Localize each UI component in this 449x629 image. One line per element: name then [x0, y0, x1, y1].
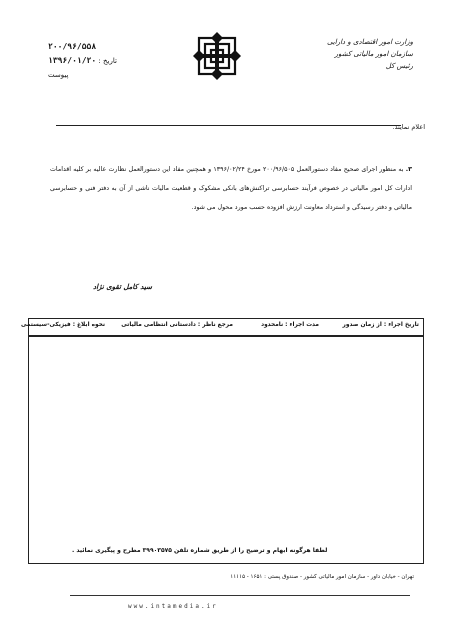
execution-duration: مدت اجراء : نامحدود: [261, 322, 319, 328]
ministry-line-2: سازمان امور مالیاتی کشور: [334, 50, 413, 58]
letter-number: ۲۰۰/۹۶/۵۵۸: [48, 42, 97, 51]
paragraph-number: ۳.: [405, 166, 412, 173]
date-label: تاریخ :: [98, 57, 117, 65]
top-divider: [56, 125, 401, 126]
attachment-label: پیوست: [48, 71, 69, 79]
letter-date: ۱۳۹۶/۰۱/۲۰: [48, 56, 97, 65]
distribution-method: نحوه ابلاغ : فیزیکی-سیستمی: [21, 322, 105, 328]
body-paragraph: [50, 160, 412, 217]
paragraph-text: به منظور اجرای صحیح مفاد دستورالعمل ۲۰۰/۹۶/۵۰۵ مورخ ۱۳۹۶/۰۲/۲۴ و همچنین مفاد این دستورالعمل نظارت عالیه بر کلیه اقدامات ادارات کل امور مالیاتی در خصوص فرآیند حسابرسی تراکنش‌های بانکی مشکوک و قطعیت مالیات ناشی از آن به دفتر فنی و حسابرسی مالیاتی و دفتر رسیدگی و استرداد معاونت ارزش افزوده حسب مورد محول می شود.: [50, 166, 412, 211]
effective-date: تاریخ اجراء : از زمان صدور: [342, 322, 419, 328]
bottom-divider: [70, 595, 410, 596]
content-box: [28, 336, 424, 564]
ministry-line-3: رئیس کل: [385, 62, 413, 70]
contact-footnote: لطفا هرگونه ابهام و ترضیح را از طریق شماره تلفن ۳۹۹۰۳۵۷۵ مطرح و پیگیری نمائید .: [72, 547, 328, 554]
signer-name: سید کامل تقوی نژاد: [93, 283, 152, 291]
tax-organization-logo: [193, 32, 241, 80]
letter-meta: [48, 40, 158, 82]
notice-intro: اعلام نمایند.: [392, 123, 425, 131]
postal-address: تهران - خیابان داور - سازمان امور مالیاتی کشور - صندوق پستی : ۱۶۵۱ - ۱۱۱۱۵: [230, 574, 414, 580]
execution-info-bar: [21, 318, 424, 336]
supervising-authority: مرجع ناظر : دادستانی انتظامی مالیاتی: [121, 322, 233, 328]
ministry-line-1: وزارت امور اقتصادی و دارایی: [326, 38, 413, 46]
website-watermark: www.intamedia.ir: [128, 603, 218, 610]
ministry-heading: [263, 36, 413, 72]
